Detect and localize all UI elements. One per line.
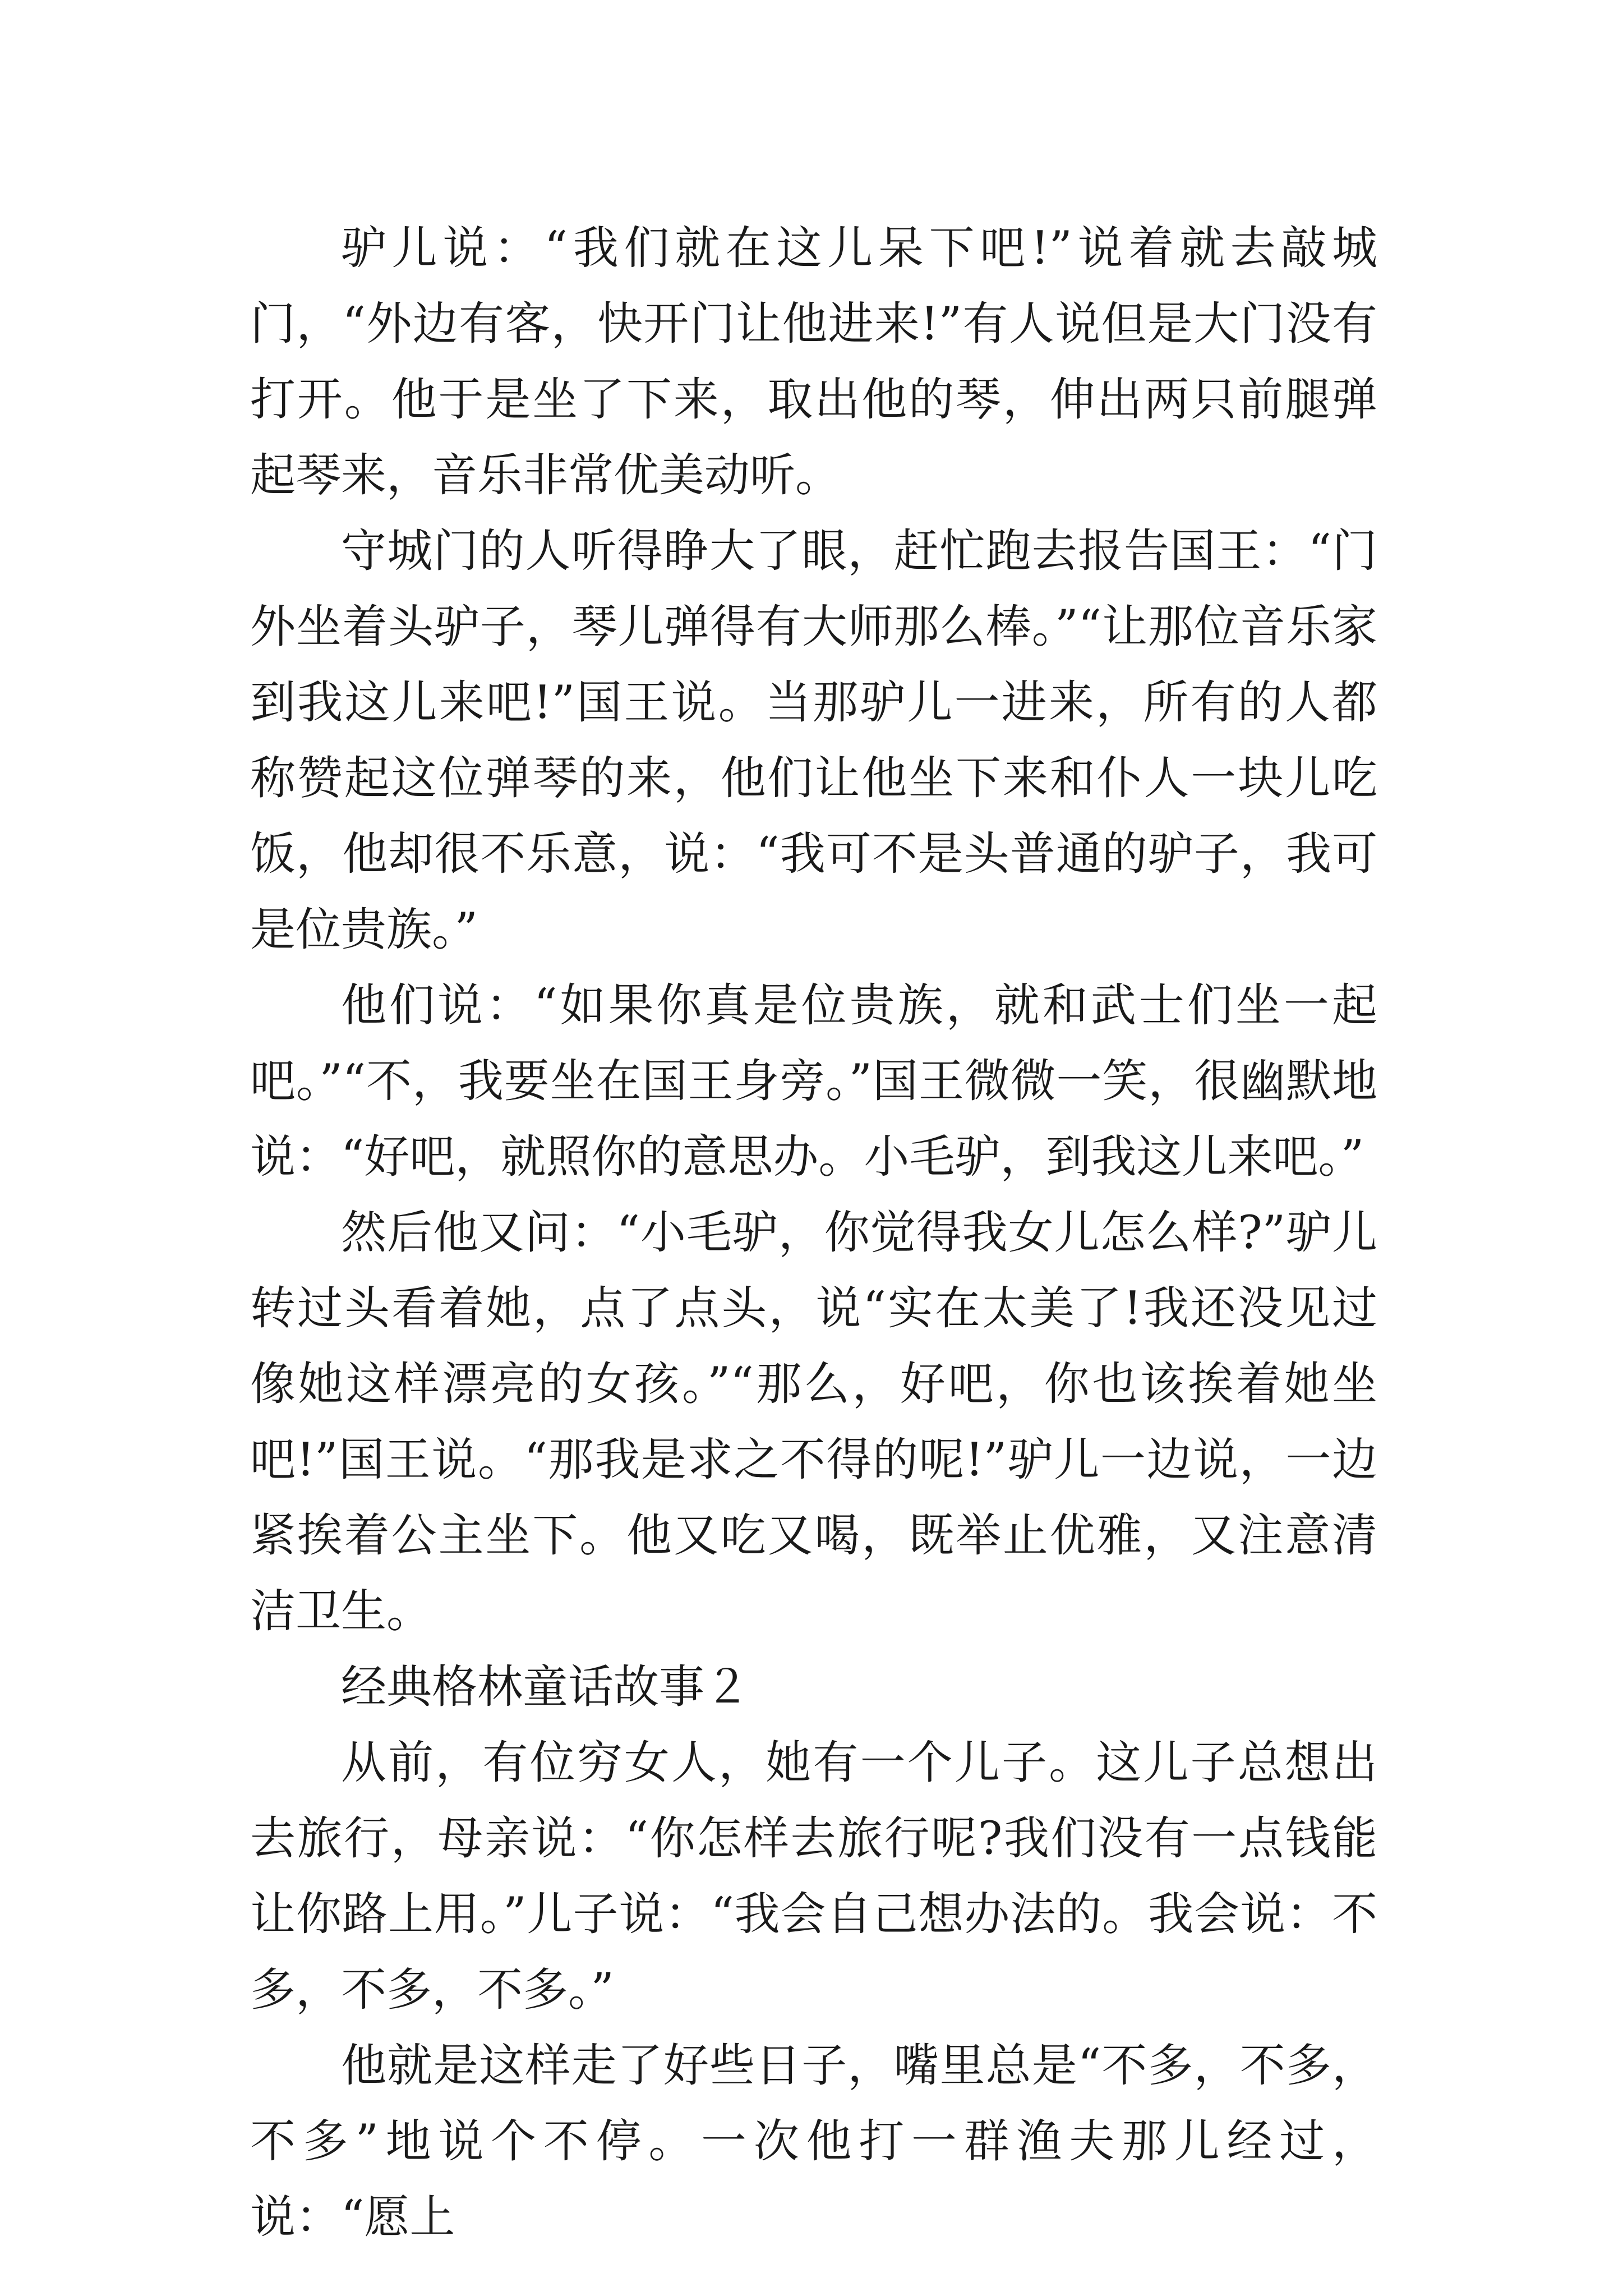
paragraph: 他们说：“如果你真是位贵族，就和武士们坐一起吧。”“不，我要坐在国王身旁。”国王微微一笑，很幽默地说：“好吧，就照你的意思办。小毛驴，到我这儿来吧。” xyxy=(250,979,1377,1184)
paragraph: 守城门的人听得睁大了眼，赶忙跑去报告国王：“门外坐着头驴子，琴儿弹得有大师那么棒。”“让那位音乐家到我这儿来吧!”国王说。当那驴儿一进来，所有的人都称赞起这位弹琴的来，他们让他坐下来和仆人一块儿吃饭，他却很不乐意，说：“我可不是头普通的驴子，我可是位贵族。” xyxy=(250,525,1377,956)
paragraph: 从前，有位穷女人，她有一个儿子。这儿子总想出去旅行，母亲说：“你怎样去旅行呢?我们没有一点钱能让你路上用。”儿子说：“我会自己想办法的。我会说：不多，不多，不多。” xyxy=(250,1737,1377,2017)
section-heading: 经典格林童话故事２ xyxy=(341,1661,750,1714)
paragraph: 驴儿说：“我们就在这儿呆下吧!”说着就去敲城门，“外边有客，快开门让他进来!”有人说但是大门没有打开。他于是坐了下来，取出他的琴，伸出两只前腿弹起琴来，音乐非常优美动听。 xyxy=(250,222,1377,502)
paragraph: 他就是这样走了好些日子，嘴里总是“不多，不多，不多”地说个不停。一次他打一群渔夫那儿经过，说：“愿上 xyxy=(250,2040,1377,2244)
document-body xyxy=(250,211,1377,2256)
paragraph: 然后他又问：“小毛驴，你觉得我女儿怎么样?”驴儿转过头看着她，点了点头，说“实在太美了!我还没见过像她这样漂亮的女孩。”“那么，好吧，你也该挨着她坐吧!”国王说。“那我是求之不得的呢!”驴儿一边说，一边紧挨着公主坐下。他又吃又喝，既举止优雅，又注意清洁卫生。 xyxy=(250,1207,1377,1638)
